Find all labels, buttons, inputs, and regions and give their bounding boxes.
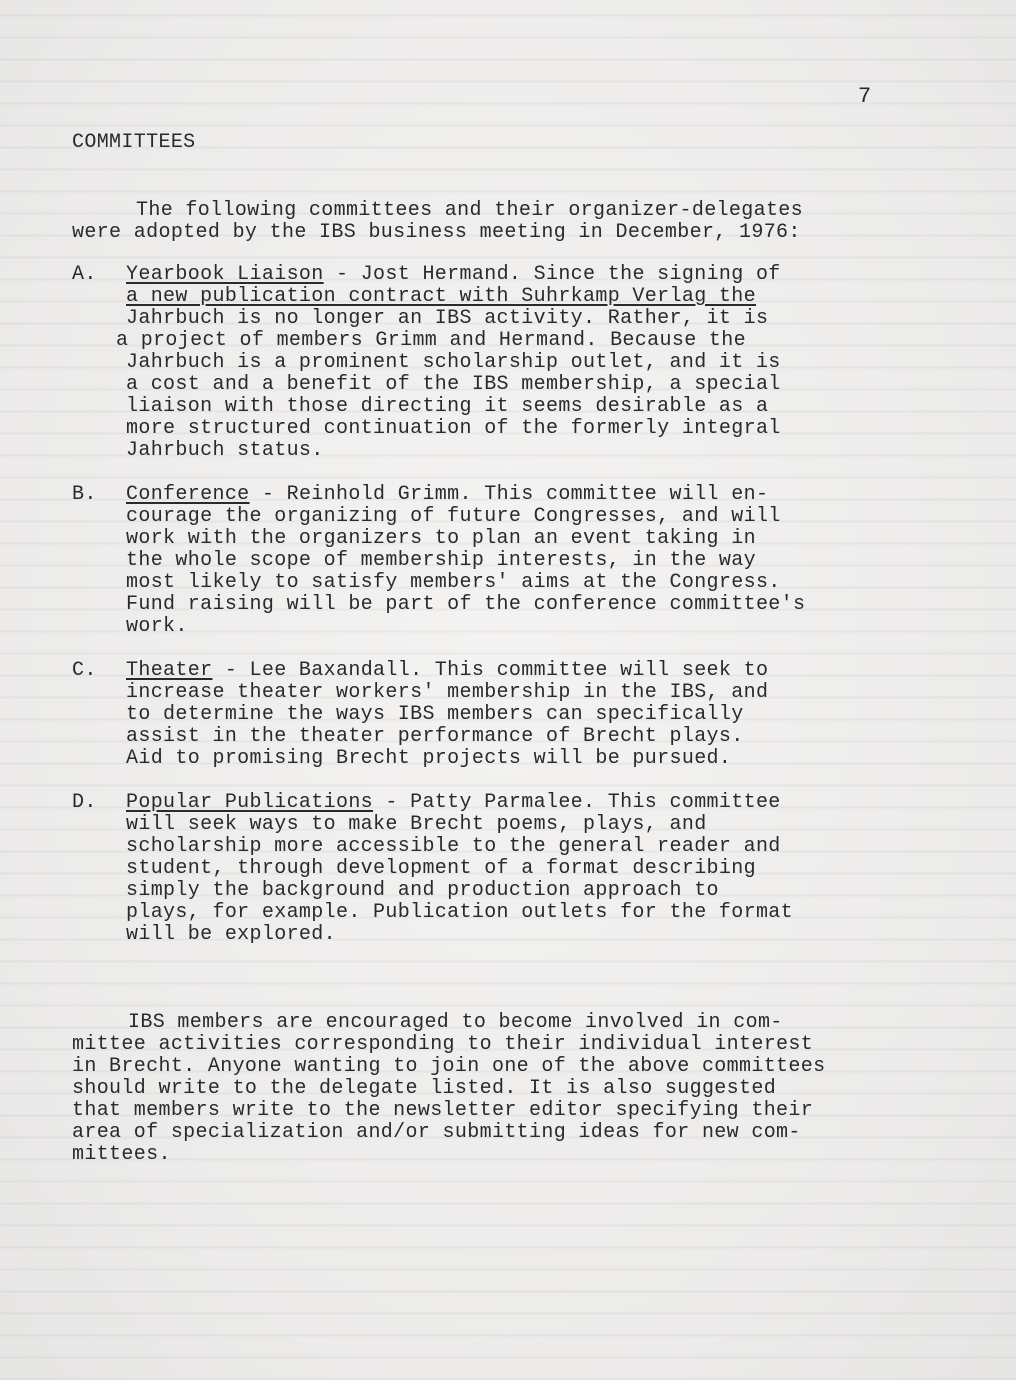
item-line: a cost and a benefit of the IBS membership, a special bbox=[126, 373, 781, 396]
closing-line: mittee activities corresponding to their individual interest bbox=[72, 1033, 814, 1056]
item-line: Jahrbuch is a prominent scholarship outlet, and it is bbox=[126, 351, 781, 374]
item-line: a project of members Grimm and Hermand. Because the bbox=[116, 329, 746, 352]
item-line: a new publication contract with Suhrkamp Verlag the bbox=[126, 285, 756, 308]
item-line: scholarship more accessible to the general reader and bbox=[126, 835, 781, 858]
item-line: student, through development of a format describing bbox=[126, 857, 756, 880]
item-marker: D. bbox=[72, 791, 97, 814]
item-first-text: - Lee Baxandall. This committee will seek to bbox=[212, 659, 769, 682]
item-line: Fund raising will be part of the conference committee's bbox=[126, 593, 806, 616]
item-line: Aid to promising Brecht projects will be pursued. bbox=[126, 747, 732, 770]
item-title: Popular Publications bbox=[126, 791, 374, 814]
item-title: Yearbook Liaison bbox=[126, 263, 324, 286]
closing-line: should write to the delegate listed. It is also suggested bbox=[72, 1077, 777, 1100]
closing-line: IBS members are encouraged to become involved in com- bbox=[128, 1011, 783, 1034]
item-line: liaison with those directing it seems desirable as a bbox=[126, 395, 769, 418]
item-line: will seek ways to make Brecht poems, plays, and bbox=[126, 813, 707, 836]
item-first-text: - Jost Hermand. Since the signing of bbox=[323, 263, 781, 286]
item-line: to determine the ways IBS members can specifically bbox=[126, 703, 744, 726]
closing-line: in Brecht. Anyone wanting to join one of the above committees bbox=[72, 1055, 826, 1078]
closing-line: area of specialization and/or submitting ideas for new com- bbox=[72, 1121, 801, 1144]
closing-line: that members write to the newsletter editor specifying their bbox=[72, 1099, 814, 1122]
item-line: Jahrbuch status. bbox=[126, 439, 324, 462]
item-line: more structured continuation of the formerly integral bbox=[126, 417, 781, 440]
item-title: Conference bbox=[126, 483, 250, 506]
item-first-text: - Patty Parmalee. This committee bbox=[373, 791, 781, 814]
item-line: the whole scope of membership interests, in the way bbox=[126, 549, 756, 572]
section-heading: COMMITTEES bbox=[72, 131, 196, 154]
item-line: assist in the theater performance of Brecht plays. bbox=[126, 725, 744, 748]
item-line: courage the organizing of future Congresses, and will bbox=[126, 505, 781, 528]
item-line: plays, for example. Publication outlets for the format bbox=[126, 901, 794, 924]
intro-line: were adopted by the IBS business meeting in December, 1976: bbox=[72, 221, 801, 244]
item-marker: A. bbox=[72, 263, 97, 286]
item-line: Jahrbuch is no longer an IBS activity. Rather, it is bbox=[126, 307, 769, 330]
item-first-line bbox=[126, 660, 768, 682]
item-line: will be explored. bbox=[126, 923, 336, 946]
closing-line: mittees. bbox=[72, 1143, 171, 1166]
item-title: Theater bbox=[126, 659, 213, 682]
page-number: 7 bbox=[858, 84, 872, 109]
item-line: work with the organizers to plan an event taking in bbox=[126, 527, 756, 550]
item-marker: C. bbox=[72, 659, 97, 682]
item-first-line bbox=[126, 264, 781, 286]
item-first-line bbox=[126, 484, 768, 506]
item-line: increase theater workers' membership in the IBS, and bbox=[126, 681, 769, 704]
item-first-text: - Reinhold Grimm. This committee will en- bbox=[249, 483, 769, 506]
item-line: work. bbox=[126, 615, 188, 638]
item-marker: B. bbox=[72, 483, 97, 506]
item-line: simply the background and production approach to bbox=[126, 879, 719, 902]
item-line: most likely to satisfy members' aims at the Congress. bbox=[126, 571, 781, 594]
intro-line: The following committees and their organizer-delegates bbox=[136, 199, 804, 222]
item-first-line bbox=[126, 792, 781, 814]
